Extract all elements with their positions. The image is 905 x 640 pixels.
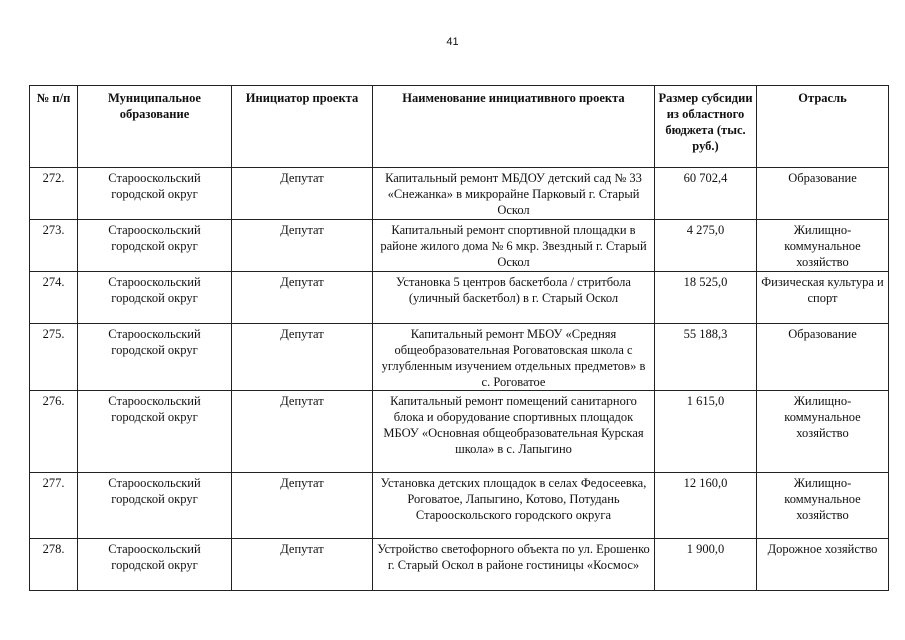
- row-initiator: Депутат: [232, 168, 373, 220]
- header-sector: Отрасль: [757, 86, 889, 168]
- row-subsidy: 4 275,0: [655, 220, 757, 272]
- row-sector: Образование: [757, 168, 889, 220]
- row-subsidy: 55 188,3: [655, 324, 757, 391]
- table-row: [30, 272, 889, 324]
- row-municipality: Старооскольский городской округ: [78, 391, 232, 473]
- row-municipality: Старооскольский городской округ: [78, 539, 232, 591]
- row-project: Капитальный ремонт МБОУ «Средняя общеобразовательная Роговатовская школа с углубленным изучением отдельных предметов» в с. Роговатое: [373, 324, 655, 391]
- row-initiator: Депутат: [232, 324, 373, 391]
- table-row: [30, 539, 889, 591]
- table-row: [30, 391, 889, 473]
- row-project: Установка 5 центров баскетбола / стритбола (уличный баскетбол) в г. Старый Оскол: [373, 272, 655, 324]
- header-num: № п/п: [30, 86, 78, 168]
- table-row: [30, 473, 889, 539]
- table-row: [30, 168, 889, 220]
- row-project: Устройство светофорного объекта по ул. Ерошенко г. Старый Оскол в районе гостиницы «Космос»: [373, 539, 655, 591]
- row-municipality: Старооскольский городской округ: [78, 473, 232, 539]
- row-sector: Жилищно-коммунальное хозяйство: [757, 473, 889, 539]
- row-sector: Жилищно-коммунальное хозяйство: [757, 220, 889, 272]
- row-sector: Физическая культура и спорт: [757, 272, 889, 324]
- row-subsidy: 1 900,0: [655, 539, 757, 591]
- row-num: 278.: [30, 539, 78, 591]
- row-subsidy: 60 702,4: [655, 168, 757, 220]
- row-initiator: Депутат: [232, 272, 373, 324]
- row-initiator: Депутат: [232, 539, 373, 591]
- table-row: [30, 220, 889, 272]
- subsidy-table: [29, 85, 889, 591]
- row-initiator: Депутат: [232, 220, 373, 272]
- header-project: Наименование инициативного проекта: [373, 86, 655, 168]
- row-project: Капитальный ремонт помещений санитарного блока и оборудование спортивных площадок МБОУ «Основная общеобразовательная Курская школа» в с. Лапыгино: [373, 391, 655, 473]
- table-header-row: [30, 86, 889, 168]
- row-sector: Образование: [757, 324, 889, 391]
- header-municipality: Муниципальное образование: [78, 86, 232, 168]
- row-municipality: Старооскольский городской округ: [78, 324, 232, 391]
- row-sector: Жилищно-коммунальное хозяйство: [757, 391, 889, 473]
- row-project: Капитальный ремонт спортивной площадки в районе жилого дома № 6 мкр. Звездный г. Старый Оскол: [373, 220, 655, 272]
- row-subsidy: 1 615,0: [655, 391, 757, 473]
- row-sector: Дорожное хозяйство: [757, 539, 889, 591]
- row-num: 274.: [30, 272, 78, 324]
- row-initiator: Депутат: [232, 391, 373, 473]
- row-num: 276.: [30, 391, 78, 473]
- row-municipality: Старооскольский городской округ: [78, 220, 232, 272]
- row-initiator: Депутат: [232, 473, 373, 539]
- row-project: Установка детских площадок в селах Федосеевка, Роговатое, Лапыгино, Котово, Потудань Старооскольского городского округа: [373, 473, 655, 539]
- row-num: 277.: [30, 473, 78, 539]
- row-num: 273.: [30, 220, 78, 272]
- row-project: Капитальный ремонт МБДОУ детский сад № 33 «Снежанка» в микрорайне Парковый г. Старый Оскол: [373, 168, 655, 220]
- row-subsidy: 12 160,0: [655, 473, 757, 539]
- header-initiator: Инициатор проекта: [232, 86, 373, 168]
- row-municipality: Старооскольский городской округ: [78, 272, 232, 324]
- table-row: [30, 324, 889, 391]
- row-municipality: Старооскольский городской округ: [78, 168, 232, 220]
- row-num: 275.: [30, 324, 78, 391]
- page-number: 41: [446, 36, 459, 48]
- header-subsidy: Размер субсидии из областного бюджета (тыс. руб.): [655, 86, 757, 168]
- row-subsidy: 18 525,0: [655, 272, 757, 324]
- row-num: 272.: [30, 168, 78, 220]
